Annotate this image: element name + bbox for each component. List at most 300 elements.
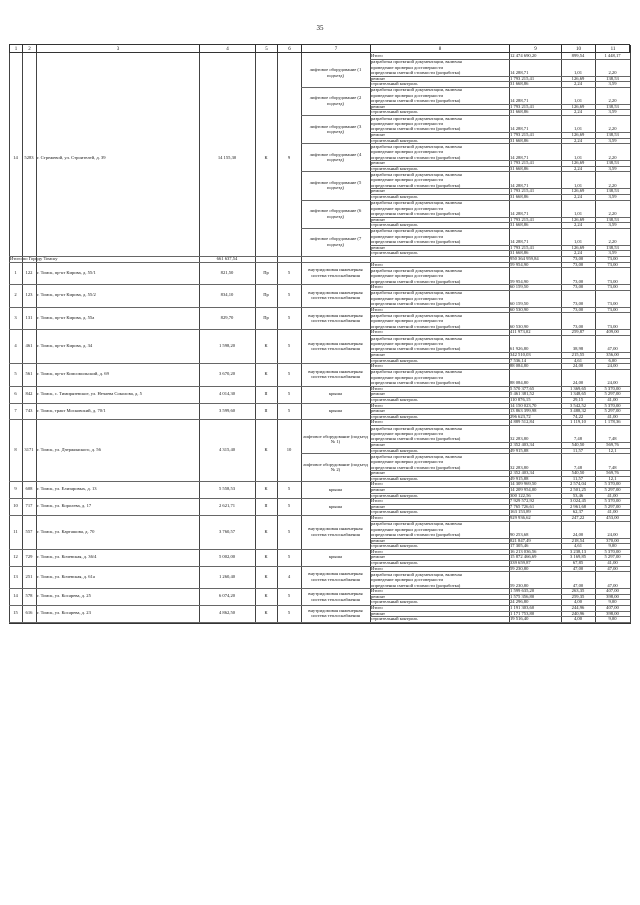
cost-per-m2: 3 542,52 (569, 402, 587, 408)
cost-limit: 407,00 (606, 605, 619, 610)
row-total-label: Итого (371, 261, 383, 267)
cost-value: 950 364 959,84 (510, 256, 539, 261)
system-name: крыша (328, 554, 343, 560)
cost-limit: 7,48 (608, 436, 617, 442)
cost-value: 821 847,49 (510, 537, 531, 543)
house-address: г. Томск, пр-кт Комсомольский, д. 69 (37, 371, 109, 377)
row-number: 8 (14, 447, 17, 453)
work-type-repair: ремонт (371, 244, 386, 250)
header-col-10: 10 (562, 45, 596, 54)
system-name: лифтовое оборудование (подъезд № 1) (303, 433, 368, 445)
cost-value: 12 474 690,20 (510, 53, 537, 58)
cost-value: 90 253,68 (510, 532, 529, 537)
cost-limit: 398,00 (606, 610, 619, 616)
house-floors: 5 (287, 486, 291, 492)
cost-value: 32 283,80 (510, 436, 529, 442)
cost-value: 60 159,50 (510, 301, 529, 307)
cost-per-m2: 1,01 (573, 211, 583, 216)
cost-value: 17 305,46 (510, 543, 529, 549)
system-name: крыша (328, 408, 343, 414)
cost-per-m2: 126,69 (571, 216, 585, 222)
header-col-8: 8 (371, 45, 510, 54)
house-group: К (264, 553, 268, 559)
work-type-repair: ремонт (371, 216, 386, 222)
house-address: г. Томск, ул. Елизаровых, д. 13 (37, 486, 97, 492)
cost-value: 7 536,14 (510, 357, 527, 363)
work-type-control: строительный контроль (371, 222, 418, 228)
work-type-project: разработка проектной документации, включая проведение проверки достоверности определения сметной стоимости (разработка) (371, 290, 462, 307)
cost-per-m2: 73,00 (572, 301, 584, 307)
system-name: внутридомовая инженерная система теплоснабжения (308, 591, 363, 602)
row-total-label: Итого (371, 329, 383, 335)
cost-per-m2: 62,37 (572, 509, 584, 515)
cost-per-m2: 2 501,25 (569, 487, 587, 492)
work-type-control: строительный контроль (371, 413, 418, 419)
cost-value: 1 793 215,41 (510, 216, 535, 222)
row-total-label: Итого (371, 419, 383, 425)
cost-per-m2: 126,69 (571, 244, 585, 250)
cost-value: 14 288,71 (510, 154, 529, 160)
cost-per-m2: 73,00 (572, 278, 584, 284)
work-type-repair: ремонт (371, 408, 386, 414)
cost-limit: 9,00 (608, 599, 617, 605)
cost-limit: 3,59 (608, 222, 617, 228)
system-name: лифтовое оборудование (подъезд № 2) (303, 461, 368, 473)
house-code: 616 (25, 610, 33, 615)
system-name: внутридомовая инженерная система теплоснабжения (308, 290, 363, 301)
house-area: 6 074,20 (218, 593, 236, 599)
work-type-project: разработка проектной документации, включая проведение проверки достоверности определения сметной стоимости (разработка) (371, 312, 462, 329)
cost-limit: 1 178,36 (604, 419, 621, 425)
cost-per-m2: 67,85 (572, 560, 584, 565)
house-area: 4 014,30 (218, 390, 236, 396)
house-group: II (264, 407, 268, 413)
cost-per-m2: 1 369,65 (569, 385, 587, 391)
cost-limit: 5 297,00 (604, 487, 621, 492)
cost-value: 14 150 023,70 (510, 402, 537, 408)
cost-value: 31 668,86 (510, 222, 529, 228)
cost-per-m2: 259,87 (571, 329, 585, 335)
cost-per-m2: 244,96 (571, 605, 585, 610)
cost-limit: 5 297,00 (604, 554, 621, 560)
cost-per-m2: 2,24 (573, 165, 583, 171)
house-code: 842 (25, 390, 33, 396)
house-code: 131 (25, 314, 33, 320)
house-area: 4 315,40 (218, 447, 236, 453)
work-type-control: строительный контроль (371, 250, 418, 256)
house-area: 3 670,20 (218, 371, 236, 377)
cost-value: 32 283,80 (510, 464, 529, 470)
cost-per-m2: 4,00 (573, 599, 583, 605)
cost-value: 4 889 512,84 (510, 419, 535, 425)
cost-per-m2: 73,00 (572, 256, 584, 261)
cost-limit: 47,00 (607, 565, 618, 571)
house-address: г. Томск, тракт Московский, д. 70/1 (37, 407, 106, 413)
house-code: 578 (25, 593, 33, 599)
system-name: лифтовое оборудование (7 подъезд) (309, 236, 362, 247)
system-name: внутридомовая инженерная система теплоснабжения (308, 607, 363, 619)
cost-per-m2: 1 348,65 (569, 391, 587, 397)
cost-limit: 5 370,00 (604, 548, 621, 554)
house-group: К (264, 447, 268, 453)
cost-value: 31 668,86 (510, 194, 529, 199)
cost-value: 61 926,80 (510, 346, 529, 352)
work-type-control: строительный контроль (371, 599, 418, 605)
cost-limit: 138,53 (606, 103, 619, 109)
house-area: 5 002,00 (218, 553, 236, 559)
subtotal-label: Итого по Городу Томску (10, 256, 58, 261)
cost-per-m2: 24,00 (572, 380, 584, 386)
cost-limit: 3,59 (608, 165, 617, 171)
cost-value: 7 929 572,92 (510, 498, 535, 504)
cost-value: 929 936,62 (510, 515, 531, 520)
house-area: 3 599,60 (218, 407, 236, 413)
cost-value: 1 793 215,41 (510, 160, 535, 166)
work-type-control: строительный контроль (371, 397, 418, 402)
work-type-control: строительный контроль (371, 165, 418, 171)
cost-limit: 12,1 (608, 447, 617, 453)
cost-limit: 73,00 (607, 278, 618, 284)
row-rule (9, 622, 630, 623)
cost-value: 31 668,86 (510, 250, 529, 256)
cost-per-m2: 73,00 (572, 284, 584, 290)
cost-value: 88 084,80 (510, 380, 529, 386)
row-total-label: Итого (371, 385, 383, 391)
house-code: 251 (25, 573, 33, 579)
house-floors: 5 (287, 371, 291, 377)
work-type-repair: ремонт (371, 103, 386, 109)
cost-per-m2: 1,01 (573, 70, 583, 75)
cost-limit: 2,20 (608, 154, 617, 160)
house-address: г. Томск, пр-кт Кирова, д. 55/2 (37, 292, 96, 298)
cost-limit: 356,00 (606, 352, 619, 357)
cost-limit: 5 297,00 (604, 503, 621, 509)
cost-limit: 41,00 (607, 413, 618, 419)
cost-per-m2: 11,57 (572, 475, 584, 481)
work-type-control: строительный контроль (371, 492, 418, 498)
row-number: 9 (14, 486, 17, 492)
cost-per-m2: 1,01 (573, 98, 583, 104)
cost-value: 296 623,72 (510, 413, 531, 419)
house-address: г. Томск, ул. Косарева, д. 23 (37, 610, 91, 615)
work-type-repair: ремонт (371, 487, 386, 492)
cost-limit: 41,00 (607, 492, 618, 498)
system-name: внутридомовая инженерная система теплоснабжения (308, 340, 363, 352)
cost-per-m2: 247,22 (571, 515, 585, 520)
house-floors: 5 (287, 529, 291, 534)
work-type-repair: ремонт (371, 554, 386, 560)
header-row (9, 44, 630, 53)
cost-limit: 407,00 (606, 588, 619, 594)
house-group: К (264, 573, 268, 579)
row-number: 11 (13, 529, 18, 534)
house-address: г. Стрежевой, ул. Строителей, д. 39 (37, 154, 106, 160)
work-type-repair: ремонт (371, 442, 386, 447)
work-type-project: разработка проектной документации, включая проведение проверки достоверности определения сметной стоимости (разработка) (371, 369, 462, 386)
cost-per-m2: 2,24 (573, 222, 583, 228)
house-address: г. Томск, ул. Королева, д. 17 (37, 503, 92, 509)
header-col-1: 1 (10, 45, 23, 54)
cost-limit: 1 448,17 (604, 53, 621, 58)
work-type-repair: ремонт (371, 132, 386, 137)
house-area: 834,10 (220, 292, 234, 298)
cost-per-m2: 47,00 (572, 582, 584, 588)
work-type-project: разработка проектной документации, включая проведение проверки достоверности определения сметной стоимости (разработка) (371, 228, 462, 245)
house-floors: 5 (287, 593, 291, 599)
house-floors: 5 (287, 269, 291, 275)
cost-per-m2: 47,00 (572, 565, 584, 571)
house-floors: 5 (287, 407, 291, 413)
cost-limit: 2,20 (608, 126, 617, 132)
cost-per-m2: 4,61 (573, 357, 583, 363)
work-type-control: строительный контроль (371, 81, 418, 87)
cost-per-m2: 1,01 (573, 182, 583, 188)
cost-value: 14 209 954,00 (510, 487, 537, 492)
cost-per-m2: 126,69 (571, 103, 585, 109)
cost-per-m2: 218,54 (571, 537, 585, 543)
house-code: 557 (25, 529, 33, 534)
cost-value: 60 530,90 (510, 323, 529, 329)
row-total-label: Итого (371, 548, 383, 554)
house-group: II (264, 390, 268, 396)
cost-limit: 2,20 (608, 70, 617, 75)
house-code: 608 (25, 486, 33, 492)
cost-limit: 12,1 (608, 475, 617, 481)
work-type-repair: ремонт (371, 610, 386, 616)
cost-value: 7 765 726,61 (510, 503, 535, 509)
cost-value: 5 570 377,65 (510, 385, 535, 391)
cost-per-m2: 259,35 (571, 593, 585, 599)
cost-value: 1 599 635,20 (510, 588, 535, 594)
header-col-9: 9 (510, 45, 562, 54)
cost-limit: 24,00 (607, 363, 618, 369)
page-number: 35 (316, 24, 324, 32)
work-type-control: строительный контроль (371, 543, 418, 549)
house-group: К (264, 371, 268, 377)
cost-per-m2: 2,24 (573, 137, 583, 143)
house-group: К (264, 610, 268, 615)
work-type-project: разработка проектной документации, включая проведение проверки достоверности определения сметной стоимости (разработка) (371, 335, 462, 352)
cost-per-m2: 215,55 (571, 352, 585, 357)
cost-value: 15 872 466,69 (510, 554, 537, 560)
work-type-project: разработка проектной документации, включая проведение проверки достоверности определения сметной стоимости (разработка) (371, 267, 462, 284)
subtotal-area: 661 637,54 (216, 256, 238, 261)
cost-limit: 5 370,00 (604, 498, 621, 504)
house-floors: 5 (287, 610, 291, 615)
house-floors: 5 (287, 343, 291, 349)
cost-limit: 41,00 (607, 560, 618, 565)
cost-limit: 3,59 (608, 137, 617, 143)
cost-limit: 5 297,00 (604, 391, 621, 397)
house-code: 5283 (24, 154, 34, 160)
header-col-3: 3 (37, 45, 200, 54)
cost-limit: 453,00 (606, 515, 619, 520)
cost-value: 1 793 215,41 (510, 132, 535, 137)
system-name: внутридомовая инженерная система теплоснабжения (308, 267, 363, 278)
cost-per-m2: 53,46 (572, 492, 584, 498)
cost-value: 1 793 215,41 (510, 244, 535, 250)
cost-per-m2: 2,24 (573, 194, 583, 199)
cost-limit: 2,20 (608, 98, 617, 104)
cost-value: 31 668,86 (510, 81, 529, 87)
row-total-label: Итого (371, 588, 383, 594)
cost-per-m2: 126,69 (571, 132, 585, 137)
cost-value: 14 288,71 (510, 239, 529, 245)
cost-limit: 2,20 (608, 211, 617, 216)
house-area: 829,70 (220, 314, 234, 320)
house-code: 561 (25, 371, 33, 377)
cost-value: 59 954,90 (510, 278, 529, 284)
cost-value: 5 461 381,52 (510, 391, 535, 397)
system-name: внутридомовая инженерная система теплоснабжения (308, 312, 363, 324)
cost-per-m2: 3 169,85 (569, 554, 587, 560)
cost-limit: 73,00 (607, 301, 618, 307)
row-number: 3 (14, 314, 17, 320)
system-name: крыша (328, 503, 343, 509)
cost-value: 14 288,71 (510, 70, 529, 75)
cost-value: 1 793 215,41 (510, 188, 535, 194)
house-code: 122 (25, 269, 33, 275)
cost-per-m2: 24,00 (572, 363, 584, 369)
cost-per-m2: 540,50 (571, 442, 585, 447)
cost-limit: 6,00 (608, 357, 617, 363)
cost-limit: 9,00 (608, 543, 617, 549)
system-name: лифтовое оборудование (6 подъезд) (309, 208, 362, 219)
cost-limit: 2,20 (608, 239, 617, 245)
cost-per-m2: 2,24 (573, 250, 583, 256)
cost-limit: 73,00 (607, 261, 618, 267)
house-area: 2 621,71 (218, 503, 236, 509)
row-number: 6 (14, 390, 17, 396)
cost-value: 1 171 753,80 (510, 610, 535, 616)
cost-limit: 7,48 (608, 464, 617, 470)
cost-limit: 3,59 (608, 250, 617, 256)
header-col-7: 7 (302, 45, 371, 54)
cost-per-m2: 73,00 (572, 323, 584, 329)
cost-per-m2: 126,69 (571, 188, 585, 194)
work-type-control: строительный контроль (371, 137, 418, 143)
cost-value: 16 213 036,56 (510, 548, 537, 554)
house-floors: 4 (287, 573, 291, 579)
row-total-label: Итого (371, 284, 383, 290)
cost-limit: 569,76 (606, 442, 619, 447)
cost-limit: 9,00 (608, 616, 617, 622)
cost-value: 300 122,56 (510, 492, 531, 498)
system-name: лифтовое оборудование (1 подъезд) (309, 67, 362, 78)
cost-per-m2: 74,22 (572, 413, 584, 419)
cost-per-m2: 38,98 (572, 346, 584, 352)
cost-limit: 73,00 (607, 306, 618, 312)
work-type-control: строительный контроль (371, 194, 418, 199)
house-code: 461 (25, 343, 33, 349)
house-code: 717 (25, 503, 33, 509)
cost-limit: 138,53 (606, 75, 619, 81)
row-total-label: Итого (371, 498, 383, 504)
work-type-project: разработка проектной документации, включая проведение проверки достоверности определения сметной стоимости (разработка) (371, 521, 462, 537)
row-number: 14 (13, 593, 18, 599)
row-total-label: Итого (371, 515, 383, 520)
house-floors: 5 (287, 314, 291, 320)
cost-per-m2: 126,69 (571, 75, 585, 81)
house-group: К (264, 529, 268, 534)
cost-limit: 5 370,00 (604, 481, 621, 487)
cost-value: 411 973,02 (510, 329, 531, 335)
work-type-project: разработка проектной документации, включая проведение проверки достоверности определения сметной стоимости (разработка) (371, 453, 462, 470)
system-name: внутридомовая инженерная система теплоснабжения (308, 571, 363, 582)
house-floors: 5 (287, 292, 291, 298)
cost-value: 1 191 303,60 (510, 605, 535, 610)
cost-value: 19 516,40 (510, 616, 529, 622)
cost-value: 60 530,90 (510, 306, 529, 312)
house-group: Пр (263, 269, 269, 275)
cost-limit: 24,00 (607, 380, 618, 386)
row-number: 14 (13, 154, 18, 160)
row-number: 15 (13, 610, 18, 615)
work-type-repair: ремонт (371, 470, 386, 476)
house-address: г. Томск, ул. Дзержинского, д. 56 (37, 447, 101, 453)
house-group: К (264, 593, 268, 599)
cost-limit: 5 370,00 (604, 402, 621, 408)
cost-value: 14 288,71 (510, 98, 529, 104)
work-type-project: разработка проектной документации, включая проведение проверки достоверности определения сметной стоимости (разработка) (371, 143, 462, 160)
house-floors: 10 (286, 447, 292, 453)
house-address: г. Томск, пр-кт Кирова, д. 34 (37, 343, 93, 349)
house-address: г. Томск, с. Тимирязевское, ул. Нечаева Соколова, д. 5 (37, 390, 142, 396)
house-code: 729 (25, 553, 33, 559)
cost-per-m2: 1,01 (573, 154, 583, 160)
row-total-label: Итого (371, 363, 383, 369)
house-area: 5 558,53 (218, 486, 236, 492)
row-number: 2 (14, 292, 17, 298)
work-type-project: разработка проектной документации, включая проведение проверки достоверности определения сметной стоимости (разработка) (371, 171, 462, 188)
cost-per-m2: 24,00 (572, 532, 584, 537)
cost-limit: 73,00 (607, 284, 618, 290)
system-name: крыша (328, 391, 343, 397)
row-number: 5 (14, 371, 17, 377)
house-area: 1 598,20 (218, 343, 236, 349)
house-group: Пр (263, 314, 269, 320)
cost-value: 14 288,71 (510, 126, 529, 132)
cost-per-m2: 3 024,45 (569, 498, 587, 504)
system-name: лифтовое оборудование (2 подъезд) (309, 95, 362, 106)
cost-value: 13 863 399,98 (510, 408, 537, 414)
cost-value: 60 159,50 (510, 284, 529, 290)
work-type-control: строительный контроль (371, 109, 418, 115)
row-total-label: Итого (371, 481, 383, 487)
house-group: К (264, 343, 268, 349)
work-type-project: разработка проектной документации, включая проведение проверки достоверности определения сметной стоимости (разработка) (371, 425, 462, 442)
work-type-control: строительный контроль (371, 560, 418, 565)
cost-limit: 3,59 (608, 109, 617, 115)
house-code: 3171 (24, 447, 34, 453)
system-name: внутридомовая инженерная система теплоснабжения (308, 526, 363, 537)
work-type-control: строительный контроль (371, 509, 418, 515)
cost-value: 49 915,88 (510, 447, 529, 453)
cost-per-m2: 2 574,04 (569, 481, 587, 487)
cost-value: 110 876,15 (510, 397, 531, 402)
work-type-control: строительный контроль (371, 616, 418, 622)
house-floors: 5 (287, 503, 291, 509)
header-col-5: 5 (256, 45, 278, 54)
row-number: 7 (14, 407, 17, 413)
house-group: II (264, 503, 268, 509)
cost-value: 1 575 356,80 (510, 593, 535, 599)
cost-value: 31 668,86 (510, 165, 529, 171)
cost-per-m2: 2,24 (573, 81, 583, 87)
cost-per-m2: 7,48 (573, 436, 583, 442)
cost-value: 14 309 969,50 (510, 481, 537, 487)
row-number: 1 (14, 269, 17, 275)
